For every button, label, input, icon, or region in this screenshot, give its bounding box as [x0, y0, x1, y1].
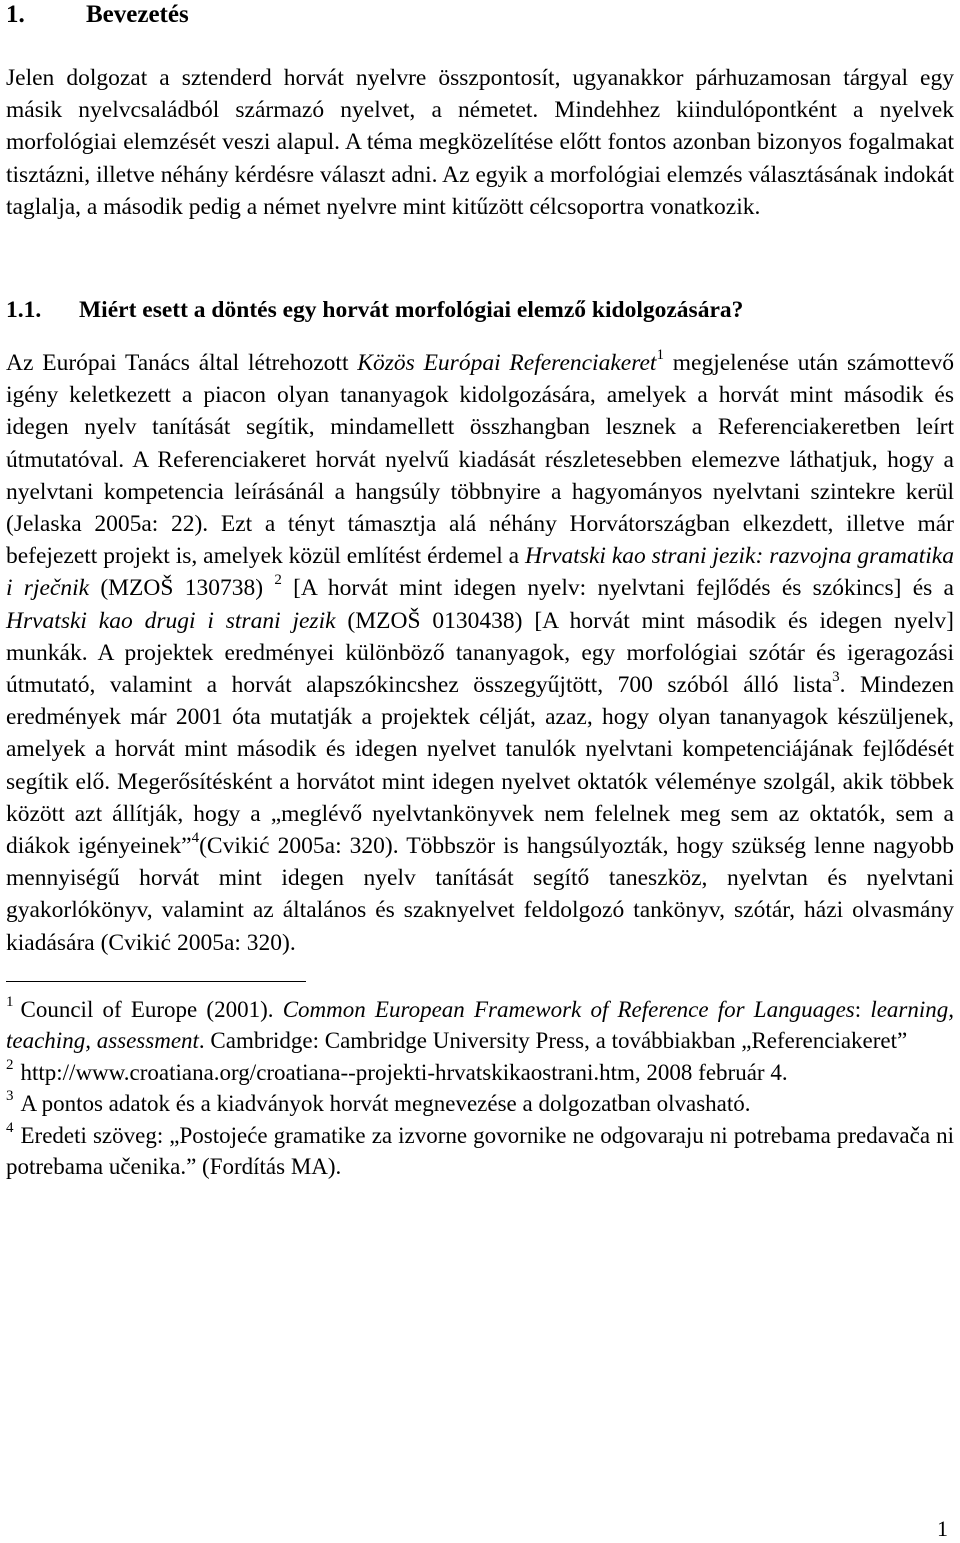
- italic-title: Közös Európai Referenciakeret: [357, 350, 657, 377]
- footnote-separator: [6, 981, 306, 982]
- section-title: Bevezetés: [86, 1, 189, 28]
- text-run: [A horvát mint idegen nyelv: nyelvtani fejlődés és szókincs] és a: [281, 575, 954, 602]
- footnote-mark: 1: [6, 993, 14, 1010]
- footnote-4: [6, 1120, 954, 1183]
- section-number: 1.: [6, 1, 25, 28]
- page-number: 1: [937, 1516, 948, 1541]
- footnote-ref-4: 4: [191, 830, 200, 847]
- text-run: Az Európai Tanács által létrehozott: [6, 350, 358, 377]
- italic-title: Hrvatski kao drugi i strani jezik: [6, 607, 336, 634]
- text-run: (Cvikić 2005a: 320). Többször is hangsúlyozták, hogy szükség lenne nagyobb mennyiségű horvát mint idegen nyelv tanítását segítő taneszköz, nyelvtan és nyelvtani gyakorlókönyv, valamint az általános és szaknyelvet feldolgozó tankönyv, szótár, házi olvasmány kiadására (Cvikić 2005a: 320).: [6, 833, 954, 956]
- footnote-1: [6, 994, 954, 1057]
- subsection-heading: [6, 295, 954, 325]
- footnote-mark: 2: [6, 1056, 14, 1073]
- italic-title: learning, teaching, assessment: [6, 996, 955, 1054]
- text-run: . Cambridge: Cambridge University Press, a továbbiakban „Referenciakeret”: [198, 1028, 908, 1054]
- text-run: (MZOŠ 0130438) [A horvát mint második és idegen nyelv] munkák. A projektek eredményei különböző tananyagok, egy morfológiai szótár és igeragozási útmutató, valamint a horvát alapszókincshez összegyűjtött, 700 szóból álló lista: [6, 607, 955, 699]
- subsection-number: 1.1.: [6, 297, 42, 324]
- footnote-ref-1: 1: [656, 347, 664, 364]
- footnote-3: [6, 1088, 954, 1120]
- intro-paragraph: Jelen dolgozat a sztenderd horvát nyelvre összpontosít, ugyanakkor párhuzamosan tárgyal egy másik nyelvcsaládból származó nyelvet, a németet. Mindehhez kiindulópontként a nyelvek morfológiai elemzését veszi alapul. A téma megközelítése előtt fontos azonban bizonyos fogalmakat tisztázni, illetve néhány kérdésre választ adni. Az egyik a morfológiai elemzés választásának indokát taglalja, a második pedig a német nyelvre mint kitűzött célcsoportra vonatkozik.: [6, 65, 954, 220]
- text-run: (MZOŠ 130738): [89, 575, 275, 602]
- footnote-text: A pontos adatok és a kiadványok horvát megnevezése a dolgozatban olvasható.: [20, 1091, 751, 1117]
- footnotes: [6, 994, 954, 1183]
- footnote-ref-3: 3: [832, 669, 840, 686]
- text-run: :: [854, 996, 871, 1022]
- italic-title: Hrvatski kao strani jezik: razvojna gramatika i rječnik: [6, 543, 954, 602]
- footnote-mark: 3: [6, 1088, 14, 1105]
- text-run: . Mindezen eredmények már 2001 óta mutatják a projektek célját, azaz, hogy olyan tananyagok készüljenek, amelyek a horvát mint második és idegen nyelvet tanulók nyelvtani kompetenciájának fejlődését segítik elő. Megerősítésként a horvátot mint idegen nyelvet oktatók véleménye szolgál, akik többek között azt állítják, hogy a „meglévő nyelvtankönyvek nem felelnek meg sem az oktatók, sem a diákok igényeinek”: [6, 672, 954, 860]
- footnote-ref-2: 2: [274, 572, 282, 589]
- text-run: megjelenése után számottevő igény keletkezett a piacon olyan tananyagok kidolgozására, amelyek a horvát mint második és idegen nyelv tanítását segítik, mindamellett összhangban lesznek a Referenciakeretben leírt útmutatóval. A Referenciakeret horvát nyelvű kiadását részletesebben elemezve láthatjuk, hogy a nyelvtani kompetencia leírásánál a hangsúly többnyire a hagyományos nyelvtani szintekre kerül (Jelaska 2005a: 22). Ezt a tényt támasztja alá néhány Horvátországban elkezdett, illetve már befejezett projekt is, amelyek közül említést érdemel a: [6, 350, 955, 570]
- section-heading: [6, 0, 954, 30]
- footnote-mark: 4: [6, 1119, 14, 1136]
- footnote-text: http://www.croatiana.org/croatiana--projekti-hrvatskikaostrani.htm, 2008 február 4.: [20, 1059, 788, 1085]
- italic-title: Common European Framework of Reference for Languages: [282, 996, 855, 1022]
- footnote-text: Eredeti szöveg: „Postojeće gramatike za izvorne govornike ne odgovaraju ni potrebama predavača ni potrebama učenika.” (Fordítás MA).: [6, 1122, 954, 1180]
- footnote-2: [6, 1057, 954, 1089]
- text-run: Council of Europe (2001).: [20, 996, 283, 1022]
- document-page: [6, 0, 954, 1183]
- main-paragraph: [6, 347, 954, 959]
- subsection-title: Miért esett a döntés egy horvát morfológiai elemző kidolgozására?: [79, 297, 744, 324]
